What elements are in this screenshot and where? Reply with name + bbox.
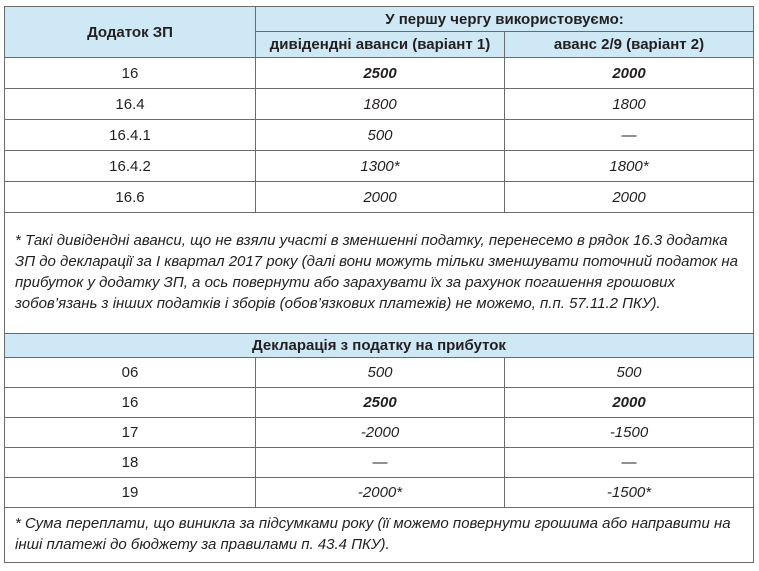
value-variant-1: 500 [256,358,505,388]
table-row [5,151,754,182]
value-variant-2: — [505,448,754,478]
value-variant-1: 2500 [256,58,505,89]
corner-header: Додаток ЗП [5,7,256,58]
row-code: 16 [5,388,256,418]
value-variant-2: -1500* [505,478,754,508]
value-variant-2: 2000 [505,388,754,418]
value-variant-1: 2000 [256,182,505,213]
header-row-1 [5,7,754,32]
value-variant-2: 2000 [505,58,754,89]
footnote-row [5,213,754,334]
section-header-row [5,334,754,358]
tax-table [4,6,754,563]
row-code: 16.6 [5,182,256,213]
row-code: 17 [5,418,256,448]
table-row [5,120,754,151]
row-code: 16 [5,58,256,89]
col-header-variant-1: дивідендні аванси (варіант 1) [256,32,505,58]
value-variant-2: 1800 [505,89,754,120]
footnote-text: * Сума переплати, що виникла за підсумками року (її можемо повернути грошима або направити на інші платежі до бюджету за правилами п. 43.4 ПКУ). [5,508,754,563]
value-variant-1: -2000 [256,418,505,448]
row-code: 18 [5,448,256,478]
table-row [5,448,754,478]
footnote-row [5,508,754,563]
value-variant-2: -1500 [505,418,754,448]
table-row [5,418,754,448]
value-variant-2: 1800* [505,151,754,182]
table-row [5,358,754,388]
table-row [5,478,754,508]
group-header: У першу чергу використовуємо: [256,7,754,32]
value-variant-1: 1800 [256,89,505,120]
value-variant-2: — [505,120,754,151]
value-variant-2: 500 [505,358,754,388]
table-row [5,388,754,418]
section-header: Декларація з податку на прибуток [5,334,754,358]
table-row [5,182,754,213]
row-code: 16.4.2 [5,151,256,182]
value-variant-1: -2000* [256,478,505,508]
col-header-variant-2: аванс 2/9 (варіант 2) [505,32,754,58]
row-code: 16.4 [5,89,256,120]
table-row [5,58,754,89]
value-variant-1: 500 [256,120,505,151]
row-code: 16.4.1 [5,120,256,151]
value-variant-1: 2500 [256,388,505,418]
footnote-text: * Такі дивідендні аванси, що не взяли участі в зменшенні податку, перенесемо в рядок 16.3 додатка ЗП до декларації за І квартал 2017 року (далі вони можуть тільки зменшувати поточний податок на прибуток у додатку ЗП, а ось повернути або зарахувати їх за рахунок погашення грошових зобов’язань з інших податків і зборів (обов’язкових платежів) не можемо, п.п. 57.11.2 ПКУ). [5,213,754,334]
value-variant-1: 1300* [256,151,505,182]
table-row [5,89,754,120]
value-variant-2: 2000 [505,182,754,213]
row-code: 19 [5,478,256,508]
value-variant-1: — [256,448,505,478]
row-code: 06 [5,358,256,388]
